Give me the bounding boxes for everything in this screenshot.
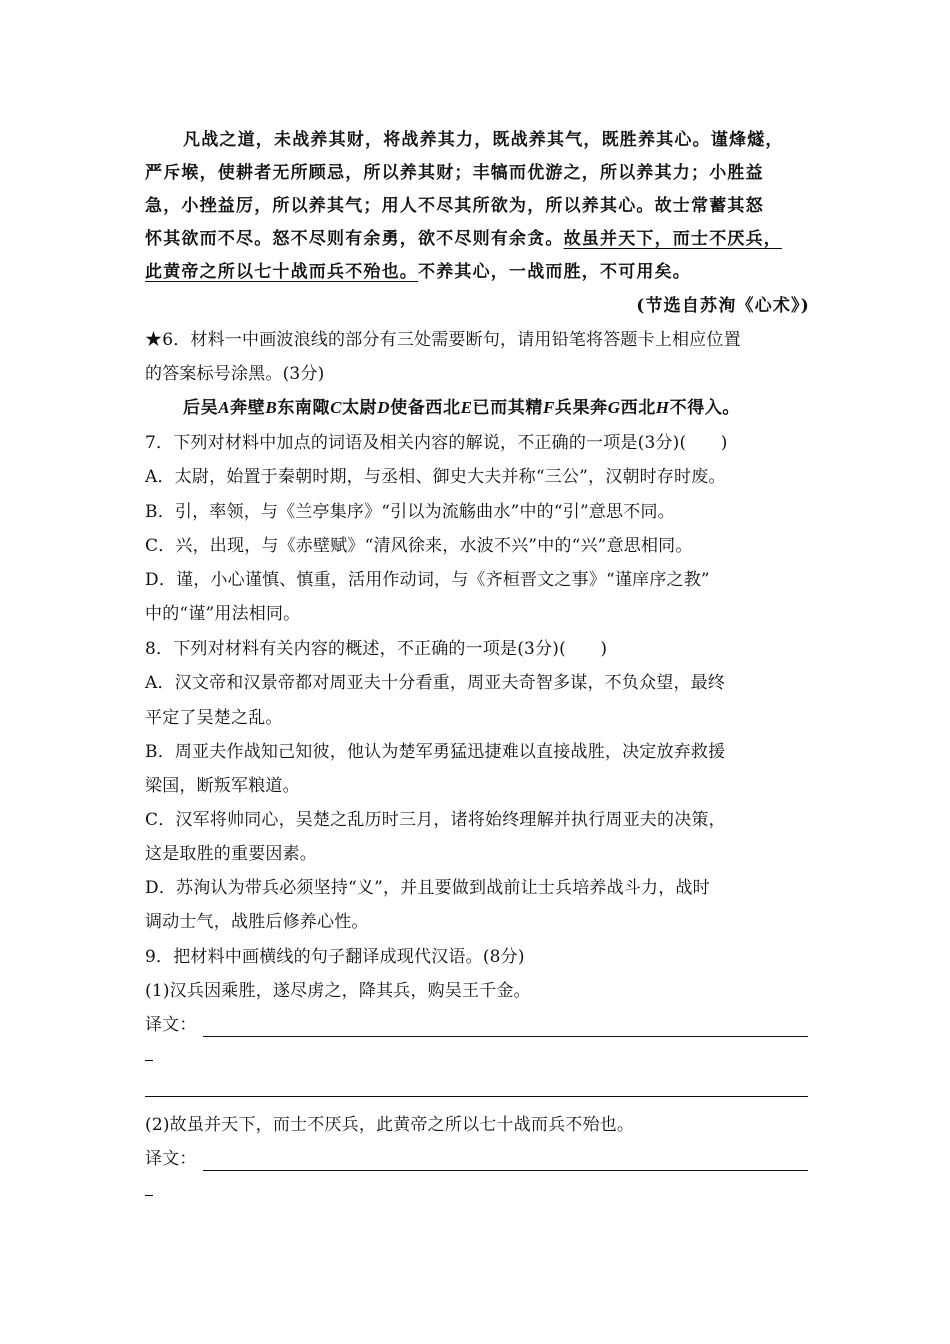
break-mark-d[interactable]: D — [377, 398, 391, 417]
question-7-option-c[interactable]: C．兴，出现，与《赤壁赋》“清风徐来，水波不兴”中的“兴”意思相同。 — [145, 536, 693, 556]
question-6-stem-cont: 的答案标号涂黑。(3分) — [145, 364, 325, 384]
passage-text: 不养其心，一战而胜，不可用矣。 — [418, 262, 691, 282]
segment-text: 兵果奔 — [554, 398, 608, 418]
question-9-sentence-1: (1)汉兵因乘胜，遂尽虏之，降其兵，购吴王千金。 — [145, 981, 531, 1001]
answer-label-2: 译文： — [145, 1149, 197, 1169]
passage-line-1: 凡战之道，未战养其财，将战养其力，既战养其气，既胜养其心。谨烽燧， — [183, 130, 784, 150]
segment-text: 使备西北 — [390, 398, 461, 418]
question-8-option-d-cont: 调动士气，战胜后修养心性。 — [145, 912, 369, 932]
underlined-sentence: 故虽并天下，而士不厌兵， — [563, 229, 783, 249]
passage-line-2: 严斥堠，使耕者无所顾忌，所以养其财；丰犒而优游之，所以养其力；小胜益 — [145, 163, 764, 183]
break-mark-b[interactable]: B — [265, 398, 278, 417]
break-mark-f[interactable]: F — [542, 398, 555, 417]
passage-source: (节选自苏洵《心术》) — [636, 296, 810, 316]
question-8-option-d[interactable]: D．苏洵认为带兵必须坚持“义”，并且要做到战前让士兵培养战斗力，战时 — [145, 878, 710, 898]
segment-text: 已而其精 — [472, 398, 543, 418]
segment-text: 东南陬 — [277, 398, 331, 418]
question-8-option-a[interactable]: A．汉文帝和汉景帝都对周亚夫十分看重，周亚夫奇智多谋，不负众望，最终 — [145, 673, 726, 693]
break-mark-a[interactable]: A — [218, 398, 231, 417]
question-7-option-b[interactable]: B．引，率领，与《兰亭集序》“引以为流觞曲水”中的“引”意思不同。 — [145, 502, 675, 522]
break-mark-h[interactable]: H — [655, 398, 670, 417]
question-8-option-c[interactable]: C．汉军将帅同心，吴楚之乱历时三月，诸将始终理解并执行周亚夫的决策， — [145, 810, 726, 830]
passage-text: 怀其欲而不尽。怒不尽则有余勇，欲不尽则有余贪。 — [145, 229, 564, 249]
passage-line-3: 急，小挫益厉，所以养其气；用人不尽其所欲为，所以养其心。故士常蓄其怒 — [145, 196, 764, 216]
segment-text: 不得入。 — [669, 398, 741, 418]
question-8-option-b-cont: 梁国，断叛军粮道。 — [145, 776, 300, 796]
answer-line-3-tail — [145, 1195, 153, 1196]
question-7-option-d-cont: 中的“谨”用法相同。 — [145, 604, 301, 624]
answer-label-1: 译文： — [145, 1015, 197, 1035]
question-8-option-a-cont: 平定了吴楚之乱。 — [145, 708, 283, 728]
question-6-stem: ★6．材料一中画波浪线的部分有三处需要断句，请用铅笔将答题卡上相应位置 — [145, 330, 741, 350]
question-8-stem: 8．下列对材料有关内容的概述，不正确的一项是(3分)( ) — [145, 639, 608, 659]
question-9-stem: 9．把材料中画横线的句子翻译成现代汉语。(8分) — [145, 947, 525, 967]
segment-text: 西北 — [620, 398, 656, 418]
question-8-option-b[interactable]: B．周亚夫作战知己知彼，他认为楚军勇猛迅捷难以直接战胜，决定放弃救援 — [145, 742, 726, 762]
answer-line-2[interactable] — [145, 1096, 808, 1097]
passage-line-4 — [145, 227, 782, 251]
break-mark-e[interactable]: E — [460, 398, 473, 417]
question-6-sentence — [183, 396, 740, 420]
question-9-sentence-2: (2)故虽并天下，而士不厌兵，此黄帝之所以七十战而兵不殆也。 — [145, 1115, 635, 1135]
segment-text: 太尉 — [342, 398, 378, 418]
answer-line-1[interactable] — [203, 1036, 808, 1037]
answer-line-3[interactable] — [203, 1170, 808, 1171]
passage-line-5 — [145, 260, 691, 284]
question-7-option-a[interactable]: A．太尉，始置于秦朝时期，与丞相、御史大夫并称“三公”，汉朝时存时废。 — [145, 467, 726, 487]
question-8-option-c-cont: 这是取胜的重要因素。 — [145, 844, 317, 864]
question-7-stem: 7．下列对材料中加点的词语及相关内容的解说，不正确的一项是(3分)( ) — [145, 433, 728, 453]
answer-line-1-tail — [145, 1060, 153, 1061]
break-mark-g[interactable]: G — [607, 398, 621, 417]
segment-text: 奔壁 — [230, 398, 266, 418]
segment-text: 后吴 — [183, 398, 219, 418]
question-7-option-d[interactable]: D．谨，小心谨慎、慎重，活用作动词，与《齐桓晋文之事》“谨庠序之教” — [145, 570, 710, 590]
underlined-sentence: 此黄帝之所以七十战而兵不殆也。 — [145, 262, 418, 282]
break-mark-c[interactable]: C — [330, 398, 343, 417]
